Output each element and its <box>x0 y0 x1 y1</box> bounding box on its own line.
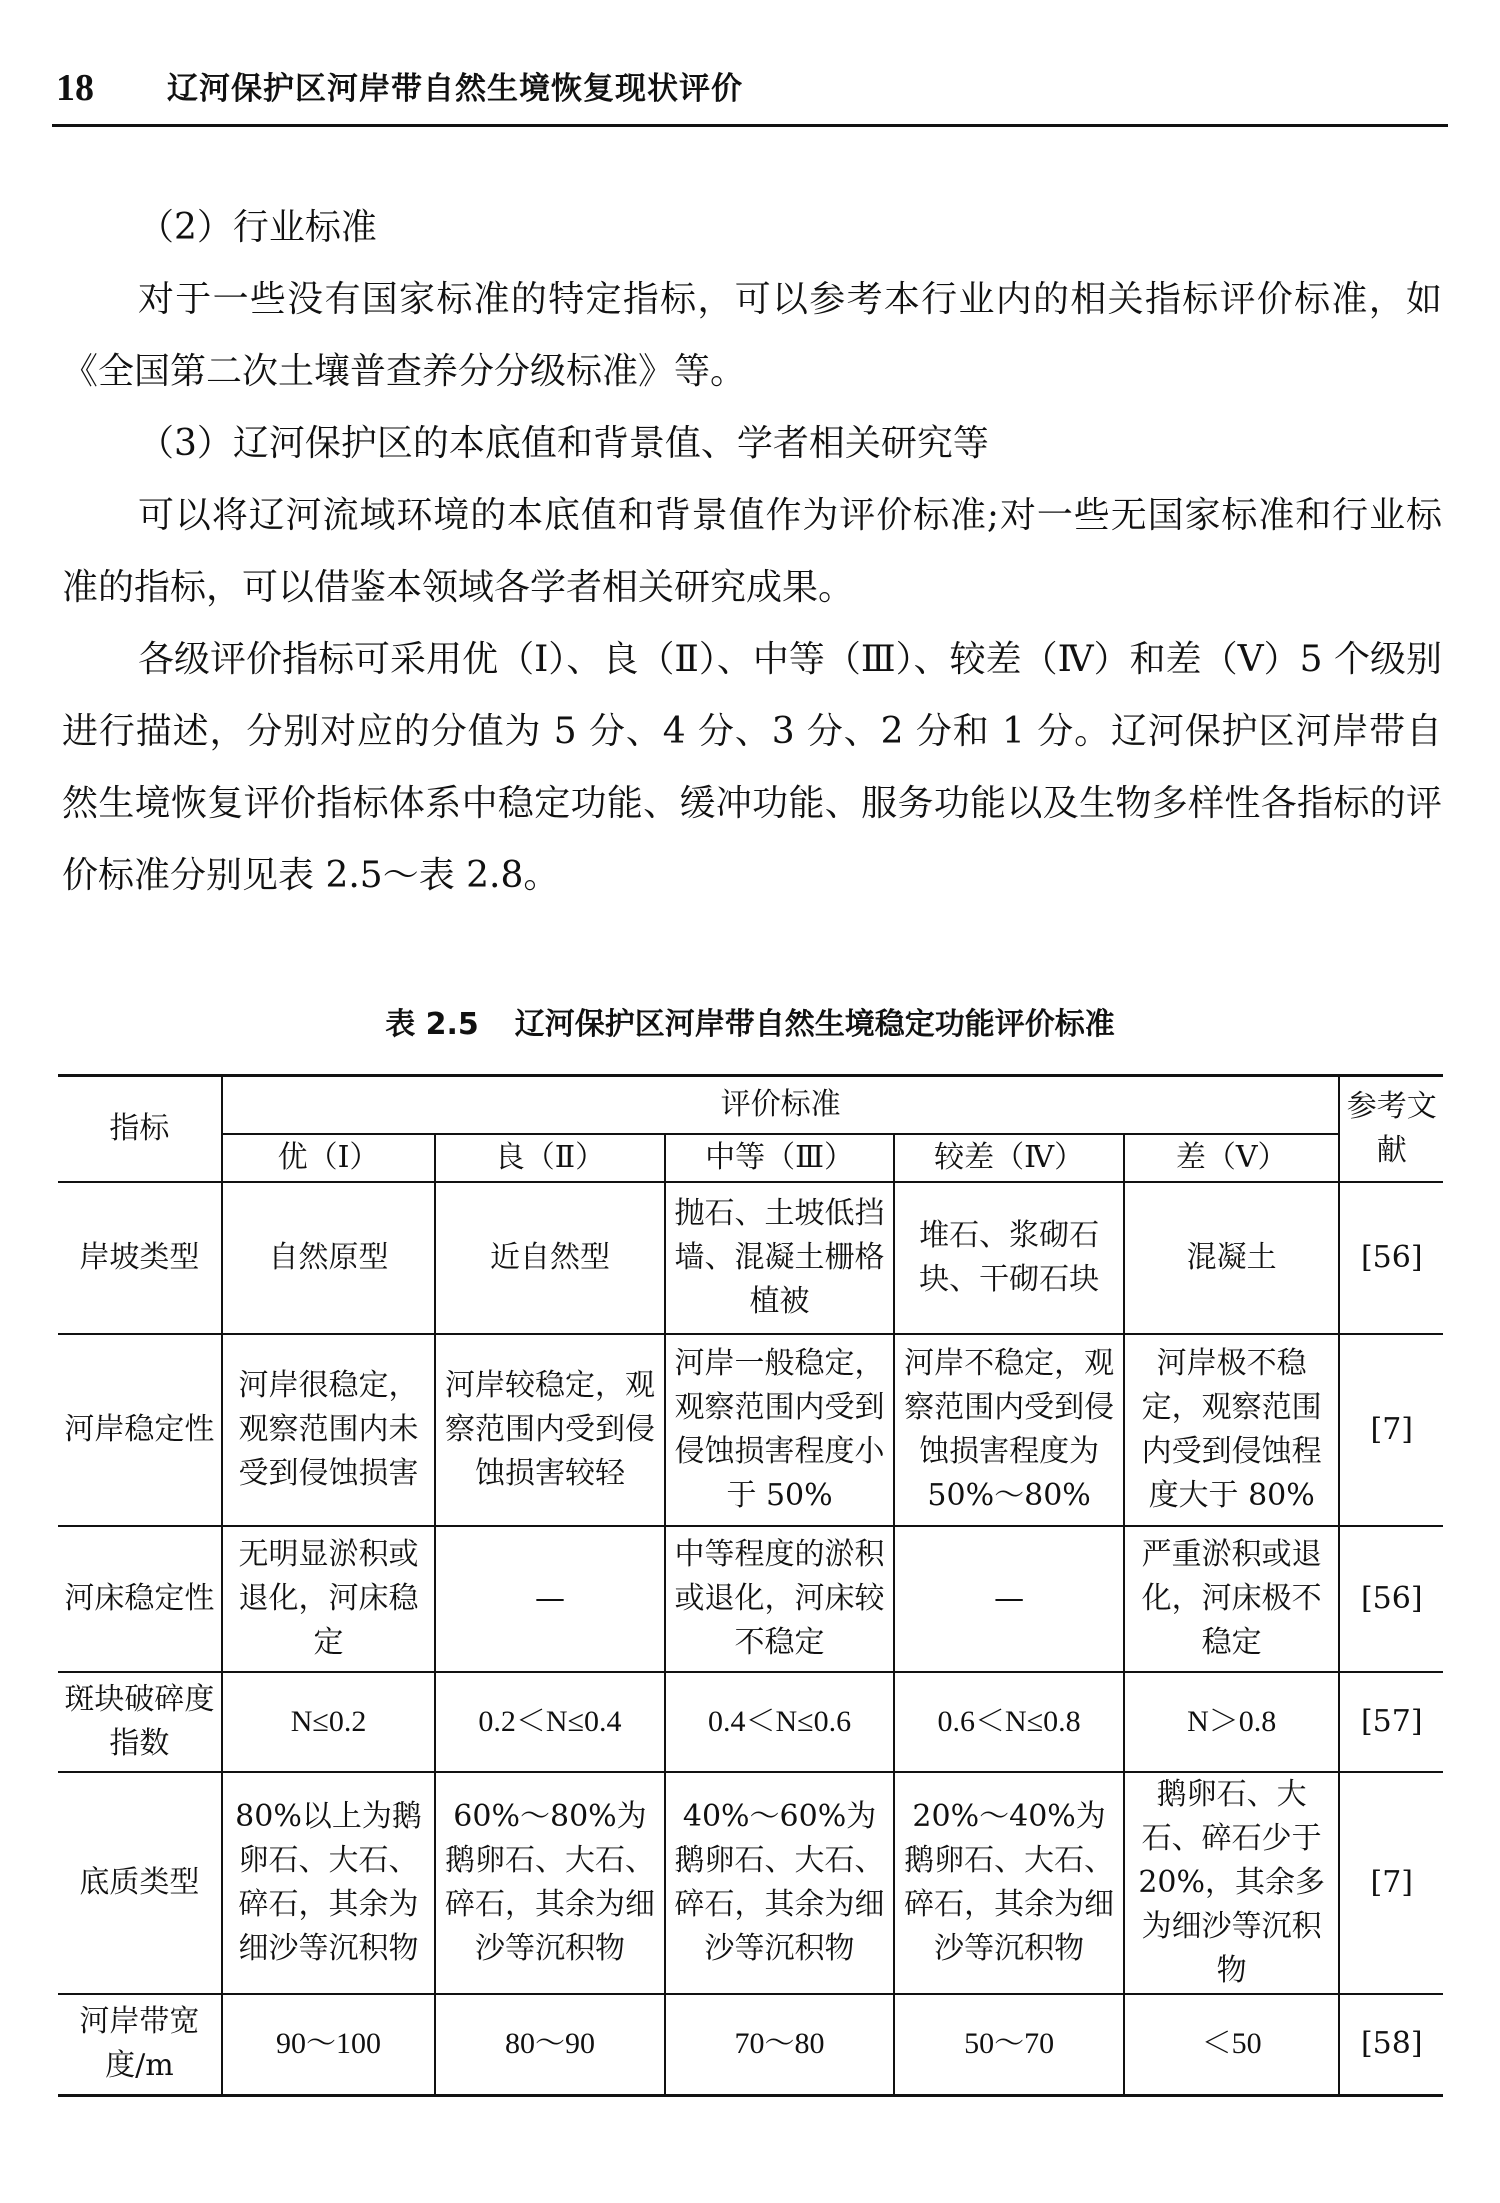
body-text <box>62 192 1442 912</box>
table-cell: 混凝土 <box>1124 1182 1340 1334</box>
header-grade-4: 较差（Ⅳ） <box>894 1134 1124 1182</box>
table-cell: 自然原型 <box>222 1182 435 1334</box>
row-reference: [7] <box>1339 1772 1443 1994</box>
table-cell: 河岸不稳定，观察范围内受到侵蚀损害程度为 50%～80% <box>894 1334 1124 1526</box>
table-row <box>58 1672 1443 1772</box>
row-indicator: 河岸带宽度/m <box>58 1994 222 2096</box>
table-cell: ＜50 <box>1124 1994 1340 2096</box>
page-header <box>52 62 1448 127</box>
table-cell: 90～100 <box>222 1994 435 2096</box>
table-cell: 鹅卵石、大石、碎石少于 20%，其余多为细沙等沉积物 <box>1124 1772 1340 1994</box>
table-cell: N≤0.2 <box>222 1672 435 1772</box>
table-title: 辽河保护区河岸带自然生境稳定功能评价标准 <box>514 1007 1115 1042</box>
row-indicator: 河床稳定性 <box>58 1526 222 1672</box>
table-cell: 20%～40%为鹅卵石、大石、碎石，其余为细沙等沉积物 <box>894 1772 1124 1994</box>
header-reference <box>1339 1076 1443 1182</box>
row-indicator: 底质类型 <box>58 1772 222 1994</box>
header-criteria-group: 评价标准 <box>222 1076 1340 1134</box>
header-reference-text: 参考文献 <box>1346 1088 1437 1168</box>
table-cell: 70～80 <box>665 1994 895 2096</box>
table-cell: — <box>435 1526 665 1672</box>
header-indicator: 指标 <box>58 1076 222 1182</box>
table-label: 表 2.5 <box>385 1007 479 1042</box>
table-cell: 中等程度的淤积或退化，河床较不稳定 <box>665 1526 895 1672</box>
row-indicator: 岸坡类型 <box>58 1182 222 1334</box>
table-cell: 0.2＜N≤0.4 <box>435 1672 665 1772</box>
header-grade-2: 良（Ⅱ） <box>435 1134 665 1182</box>
paragraph-subheading-3: （3）辽河保护区的本底值和背景值、学者相关研究等 <box>138 423 989 464</box>
table-cell: 50～70 <box>894 1994 1124 2096</box>
row-reference: [56] <box>1339 1182 1443 1334</box>
header-grade-3: 中等（Ⅲ） <box>665 1134 895 1182</box>
paragraph-subheading-2: （2）行业标准 <box>138 207 377 248</box>
table-cell: 河岸很稳定，观察范围内未受到侵蚀损害 <box>222 1334 435 1526</box>
table-cell: 0.6＜N≤0.8 <box>894 1672 1124 1772</box>
table-cell: — <box>894 1526 1124 1672</box>
header-grade-5: 差（Ⅴ） <box>1124 1134 1340 1182</box>
table-cell: 抛石、土坡低挡墙、混凝土栅格植被 <box>665 1182 895 1334</box>
table-cell: 河岸极不稳定，观察范围内受到侵蚀程度大于 80% <box>1124 1334 1340 1526</box>
table-caption <box>0 1003 1500 1047</box>
table-cell: 无明显淤积或退化，河床稳定 <box>222 1526 435 1672</box>
header-grade-1: 优（Ⅰ） <box>222 1134 435 1182</box>
table-cell: 堆石、浆砌石块、干砌石块 <box>894 1182 1124 1334</box>
table-cell: 60%～80%为鹅卵石、大石、碎石，其余为细沙等沉积物 <box>435 1772 665 1994</box>
paragraph-industry-standard: 对于一些没有国家标准的特定指标，可以参考本行业内的相关指标评价标准，如《全国第二次土壤普查养分分级标准》等。 <box>62 279 1442 392</box>
table-row <box>58 1772 1443 1994</box>
table-cell: N＞0.8 <box>1124 1672 1340 1772</box>
table-cell: 80～90 <box>435 1994 665 2096</box>
row-reference: [58] <box>1339 1994 1443 2096</box>
evaluation-standard-table <box>58 1074 1443 2097</box>
running-title: 辽河保护区河岸带自然生境恢复现状评价 <box>167 71 743 107</box>
table-cell: 80%以上为鹅卵石、大石、碎石，其余为细沙等沉积物 <box>222 1772 435 1994</box>
row-reference: [7] <box>1339 1334 1443 1526</box>
table-cell: 40%～60%为鹅卵石、大石、碎石，其余为细沙等沉积物 <box>665 1772 895 1994</box>
table-cell: 河岸较稳定，观察范围内受到侵蚀损害较轻 <box>435 1334 665 1526</box>
row-reference: [56] <box>1339 1526 1443 1672</box>
table-row <box>58 1334 1443 1526</box>
table-row <box>58 1182 1443 1334</box>
table-cell: 河岸一般稳定，观察范围内受到侵蚀损害程度小于 50% <box>665 1334 895 1526</box>
table-cell: 0.4＜N≤0.6 <box>665 1672 895 1772</box>
row-indicator: 斑块破碎度指数 <box>58 1672 222 1772</box>
table-row <box>58 1526 1443 1672</box>
row-reference: [57] <box>1339 1672 1443 1772</box>
page-number: 18 <box>56 67 94 109</box>
paragraph-background-values: 可以将辽河流域环境的本底值和背景值作为评价标准;对一些无国家标准和行业标准的指标，可以借鉴本领域各学者相关研究成果。 <box>62 495 1442 608</box>
table-cell: 近自然型 <box>435 1182 665 1334</box>
table-row <box>58 1994 1443 2096</box>
row-indicator: 河岸稳定性 <box>58 1334 222 1526</box>
paragraph-grade-levels: 各级评价指标可采用优（Ⅰ）、良（Ⅱ）、中等（Ⅲ）、较差（Ⅳ）和差（Ⅴ）5 个级别进行描述，分别对应的分值为 5 分、4 分、3 分、2 分和 1 分。辽河保护区河岸带自然生境恢复评价指标体系中稳定功能、缓冲功能、服务功能以及生物多样性各指标的评价标准分别见表 2.5～表 2.8。 <box>62 639 1442 896</box>
table-cell: 严重淤积或退化，河床极不稳定 <box>1124 1526 1340 1672</box>
